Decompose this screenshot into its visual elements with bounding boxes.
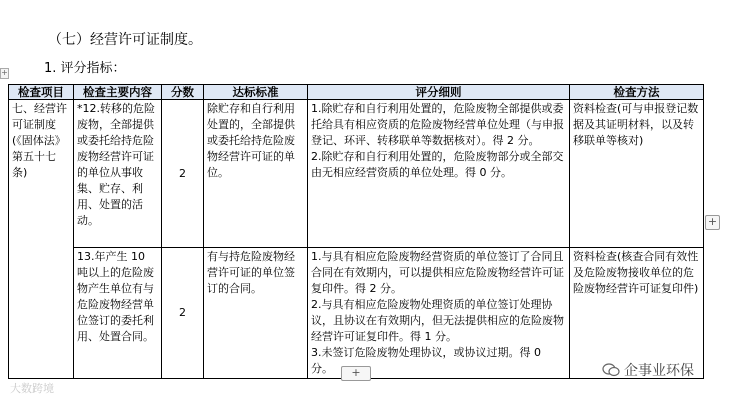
header-item: 检查项目 <box>9 85 74 100</box>
rule-item: 1.与具有相应危险废物经营资质的单位签订了合同且合同在有效期内，可以提供相应危险废物经营许可证复印件。得 2 分。 <box>311 250 564 295</box>
method-cell: 资料检查(核查合同有效性及危险废物接收单位的危险废物经营许可证复印件) <box>570 248 704 379</box>
standard-cell: 除贮存和自行利用处置的，全部提供或委托给持危险废物经营许可证的单位。 <box>204 100 308 248</box>
evaluation-table <box>8 84 704 379</box>
content-cell: 13.年产生 10 吨以上的危险废物产生单位有与危险废物经营单位签订的委托利用、处置合同。 <box>74 248 162 379</box>
section-subheading: 1. 评分指标： <box>44 61 126 76</box>
rule-item: 2.除贮存和自行利用处置的，危险废物部分或全部交由无相应经营资质的单位处理。得 0 分。 <box>311 150 564 179</box>
wechat-icon <box>602 363 620 377</box>
add-column-button[interactable]: + <box>705 215 720 230</box>
rule-item: 2.与具有相应危险废物处理资质的单位签订处理协议，且协议在有效期内，但无法提供相应的危险废物经营许可证复印件。得 1 分。 <box>311 298 564 343</box>
header-content: 检查主要内容 <box>74 85 162 100</box>
section-heading: （七）经营许可证制度。 <box>48 32 202 48</box>
standard-cell: 有与持危险废物经营许可证的单位签订的合同。 <box>204 248 308 379</box>
add-row-button[interactable]: + <box>341 366 371 381</box>
watermark-left: 大数跨境 <box>10 382 54 395</box>
table-row <box>9 248 704 379</box>
score-cell: 2 <box>162 248 204 379</box>
score-cell: 2 <box>162 100 204 248</box>
header-standard: 达标标准 <box>204 85 308 100</box>
table-move-handle[interactable]: + <box>1 68 8 77</box>
header-score: 分数 <box>162 85 204 100</box>
header-rules: 评分细则 <box>308 85 570 100</box>
rule-item: 1.除贮存和自行利用处置的，危险废物全部提供或委托给具有相应资质的危险废物经营单位处理（与申报登记、环评、转移联单等数据核对）。得 2 分。 <box>311 102 564 147</box>
item-cell: 七、经营许可证制度(《固体法》第五十七条) <box>9 100 74 379</box>
watermark-right-text: 企事业环保 <box>624 363 694 379</box>
content-cell: *12.转移的危险废物，全部提供或委托给持危险废物经营许可证的单位从事收集、贮存、利用、处置的活动。 <box>74 100 162 248</box>
rules-cell <box>308 248 570 379</box>
rules-cell <box>308 100 570 248</box>
method-cell: 资料检查(可与申报登记数据及其证明材料，以及转移联单等核对) <box>570 100 704 248</box>
header-method: 检查方法 <box>570 85 704 100</box>
table-header-row <box>9 85 704 100</box>
table-row <box>9 100 704 248</box>
watermark-right <box>602 360 694 380</box>
rule-item: 3.未签订危险废物处理协议，或协议过期。得 0 分。 <box>311 346 541 375</box>
